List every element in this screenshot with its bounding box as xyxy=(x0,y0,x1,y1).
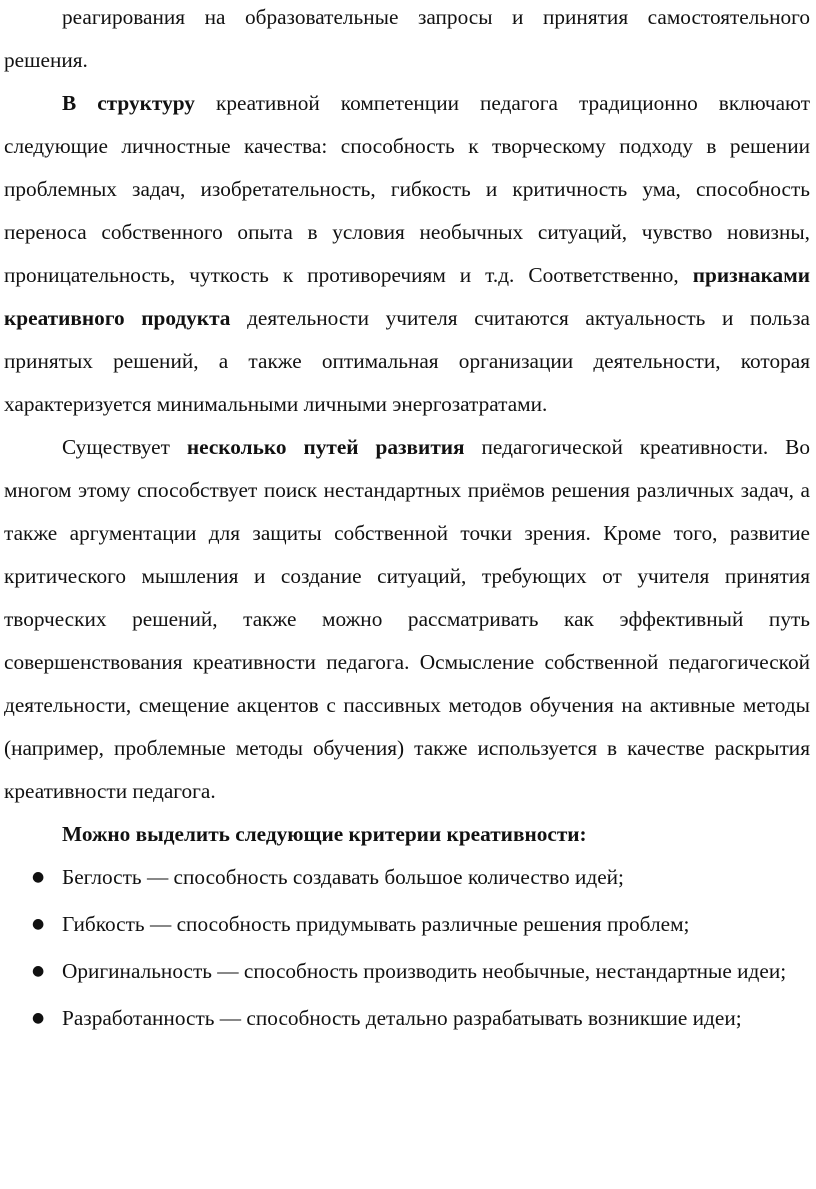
structure-text-2: деятельности учителя считаются актуальность и польза принятых решений, а также оптимальная организации деятельности, которая характеризуется минимальными личными энергозатратами. xyxy=(4,306,810,416)
intro-continuation-paragraph xyxy=(4,0,810,82)
list-item xyxy=(4,950,810,993)
criteria-item-text: Разработанность — способность детально разрабатывать возникшие идеи; xyxy=(62,1006,742,1030)
paths-paragraph xyxy=(4,426,810,813)
structure-text-1: креативной компетенции педагога традиционно включают следующие личностные качества: способность к творческому подходу в решении проблемных задач, изобретательность, гибкость и критичность ума, способность переноса собственного опыта в условия необычных ситуаций, чувство новизны, проницательность, чуткость к противоречиям и т.д. Соответственно, xyxy=(4,91,810,287)
list-item xyxy=(4,903,810,946)
paths-text-1: Существует xyxy=(62,435,187,459)
criteria-list xyxy=(4,856,810,1040)
list-item xyxy=(4,997,810,1040)
paths-text-2: педагогической креативности. Во многом этому способствует поиск нестандартных приёмов решения различных задач, а также аргументации для защиты собственной точки зрения. Кроме того, развитие критического мышления и создание ситуаций, требующих от учителя принятия творческих решений, также можно рассматривать как эффективный путь совершенствования креативности педагога. Осмысление собственной педагогической деятельности, смещение акцентов с пассивных методов обучения на активные методы (например, проблемные методы обучения) также используется в качестве раскрытия креативности педагога. xyxy=(4,435,810,803)
criteria-heading: Можно выделить следующие критерии креативности: xyxy=(62,822,587,846)
bullet-icon: ● xyxy=(32,916,45,932)
list-item xyxy=(4,856,810,899)
criteria-item-text: Беглость — способность создавать большое количество идей; xyxy=(62,865,624,889)
intro-continuation-text: реагирования на образовательные запросы и принятия самостоятельного решения. xyxy=(4,5,810,72)
bullet-icon: ● xyxy=(32,1010,45,1026)
bullet-icon: ● xyxy=(32,963,45,979)
structure-lead-bold: В структуру xyxy=(62,91,195,115)
structure-bold-2: признаками креативного продукта xyxy=(4,263,810,330)
bullet-icon: ● xyxy=(32,869,45,885)
criteria-item-text: Гибкость — способность придумывать различные решения проблем; xyxy=(62,912,690,936)
criteria-item-text: Оригинальность — способность производить необычные, нестандартные идеи; xyxy=(62,959,787,983)
paths-bold-1: несколько путей развития xyxy=(186,435,465,459)
structure-paragraph xyxy=(4,82,810,426)
